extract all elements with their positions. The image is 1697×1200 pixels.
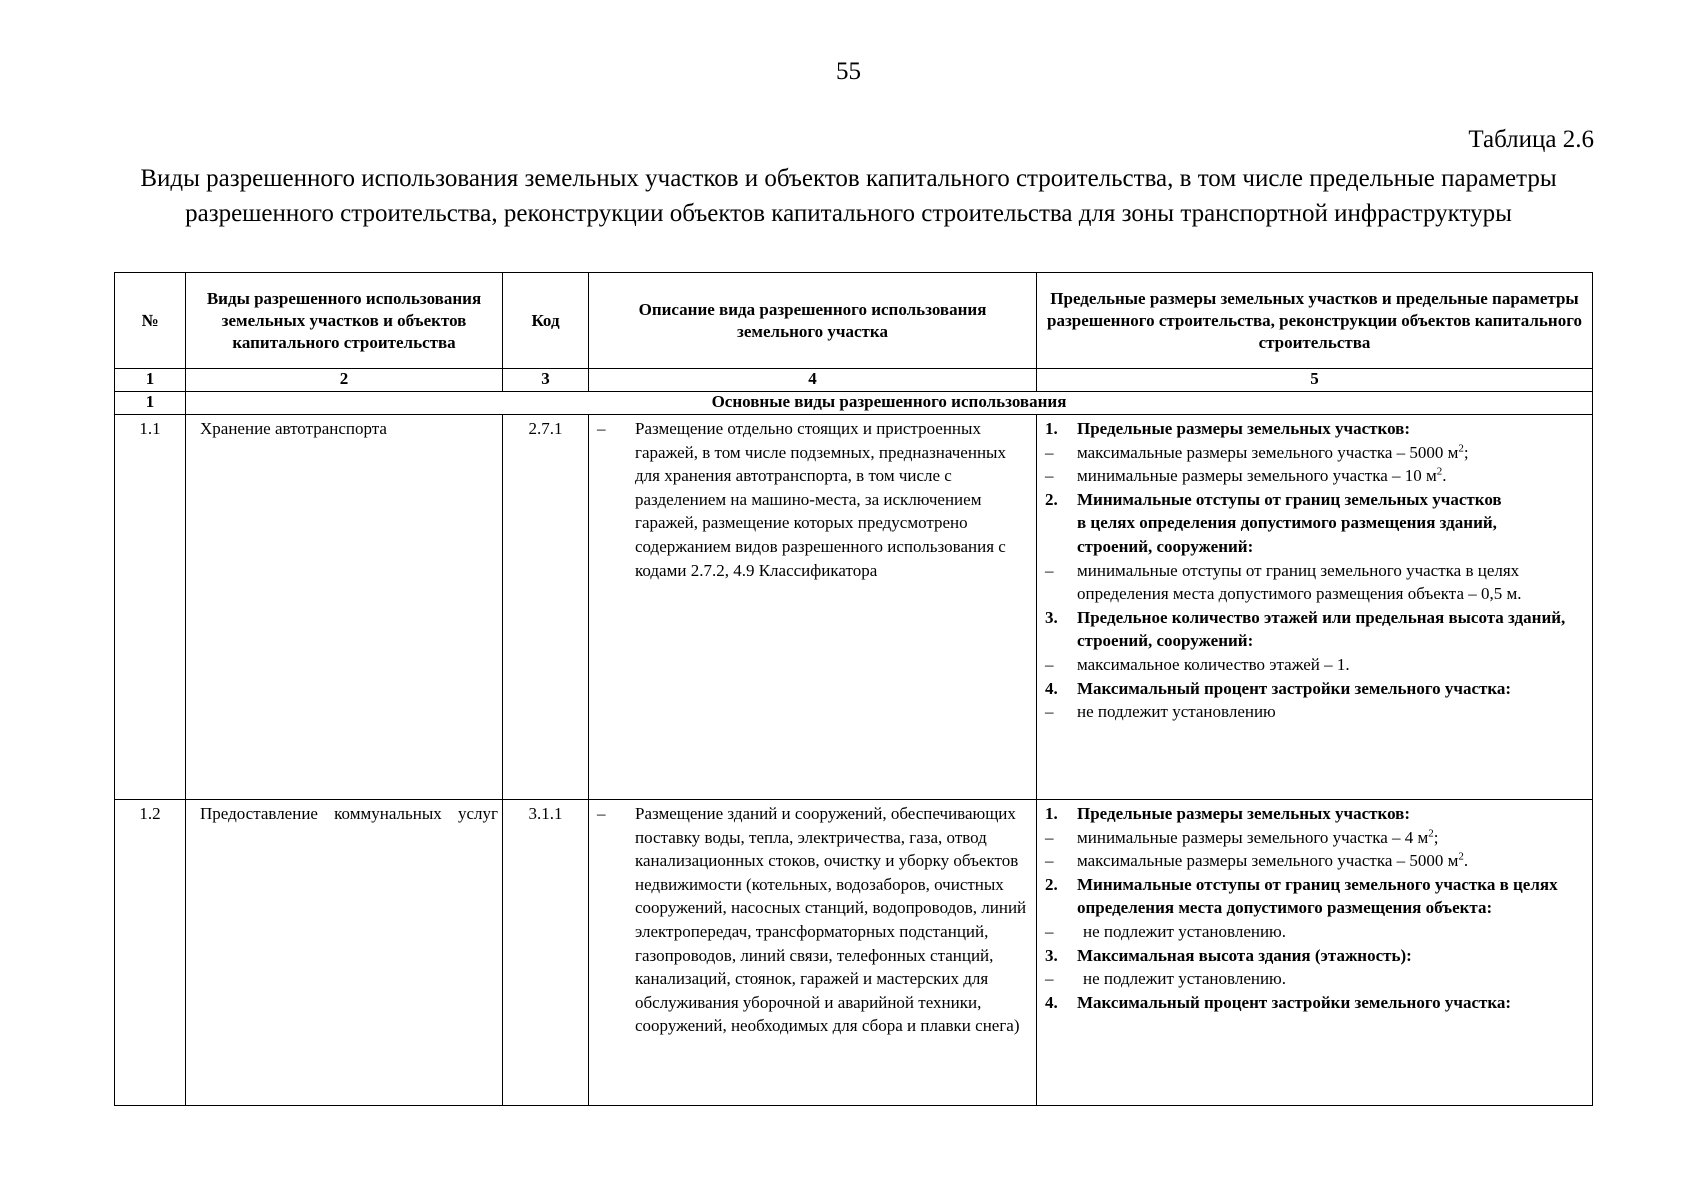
dash-bullet: – bbox=[1045, 654, 1054, 674]
dash-bullet: – bbox=[1045, 921, 1054, 941]
header-no: № bbox=[115, 273, 186, 369]
param-number: 1. bbox=[1045, 419, 1058, 438]
param-value: максимальные размеры земельного участка – 5000 $м^2$. bbox=[1077, 850, 1469, 871]
row-description bbox=[589, 800, 1037, 1106]
section-row bbox=[115, 392, 1593, 415]
table-row bbox=[115, 415, 1593, 800]
table-label: Таблица 2.6 bbox=[1468, 126, 1594, 153]
row-kind: Хранение автотранспорта bbox=[186, 415, 503, 800]
col-number: 3 bbox=[503, 369, 589, 392]
dash-bullet: – bbox=[1045, 466, 1054, 486]
header-params: Предельные размеры земельных участков и предельные параметры разрешенного строительства, реконструкции объектов капитального строительства bbox=[1037, 273, 1593, 369]
row-number: 1.2 bbox=[115, 800, 186, 1106]
header-kind: Виды разрешенного использования земельных участков и объектов капитального строительства bbox=[186, 273, 503, 369]
param-value: минимальные размеры земельного участка – 10 $м^2$. bbox=[1077, 465, 1447, 486]
param-title: Предельные размеры земельных участков: bbox=[1077, 419, 1411, 438]
param-title: Максимальная высота здания (этажность): bbox=[1077, 945, 1412, 965]
dash-bullet: – bbox=[1045, 827, 1054, 847]
dash-bullet: – bbox=[1045, 969, 1054, 989]
description-text: Размещение зданий и сооружений, обеспечивающих поставку воды, тепла, электричества, газа, отвод канализационных стоков, очистку и уборку объектов недвижимости (котельных, водозаборов, очистных сооружений, насосных станций, водопроводов, линий электропередач, трансформаторных подстанций, газопроводов, линий связи, телефонных станций, канализаций, стоянок, гаражей и мастерских для обслуживания уборочной и аварийной техники, сооружений, необходимых для сбора и плавки снега) bbox=[635, 804, 1027, 1036]
zoning-table bbox=[114, 272, 1593, 1106]
param-value: минимальные размеры земельного участка – 4 $м^2$; bbox=[1077, 826, 1439, 847]
dash-bullet: – bbox=[597, 419, 606, 438]
row-code: 3.1.1 bbox=[503, 800, 589, 1106]
param-title: Предельное количество этажей или предельная высота зданий, строений, сооружений: bbox=[1077, 607, 1566, 651]
param-number: 2. bbox=[1045, 874, 1058, 894]
param-number: 2. bbox=[1045, 489, 1058, 509]
row-kind: Предоставление коммунальных услуг bbox=[186, 800, 503, 1106]
col-number: 5 bbox=[1037, 369, 1593, 392]
row-parameters bbox=[1037, 800, 1593, 1106]
row-description bbox=[589, 415, 1037, 800]
description-text: Размещение отдельно стоящих и пристроенных гаражей, в том числе подземных, предназначенных для хранения автотранспорта, в том числе с разделением на машино-места, за исключением гаражей, размещение которых предусмотрено содержанием видов разрешенного использования с кодами 2.7.2, 4.9 Классификатора bbox=[635, 419, 1006, 580]
param-value: не подлежит установлению bbox=[1077, 702, 1276, 722]
param-title: Минимальные отступы от границ земельных участков в целях определения допустимого размещения зданий, строений, сооружений: bbox=[1077, 489, 1502, 556]
dash-bullet: – bbox=[597, 804, 606, 823]
row-parameters bbox=[1037, 415, 1593, 800]
section-number: 1 bbox=[115, 392, 186, 415]
dash-bullet: – bbox=[1045, 851, 1054, 871]
param-number: 3. bbox=[1045, 945, 1058, 965]
dash-bullet: – bbox=[1045, 702, 1054, 722]
table-header-row bbox=[115, 273, 1593, 369]
param-title: Максимальный процент застройки земельного участка: bbox=[1077, 992, 1512, 1012]
param-value: максимальные размеры земельного участка – 5000 $м^2$; bbox=[1077, 441, 1469, 462]
param-number: 3. bbox=[1045, 607, 1058, 627]
param-value: максимальное количество этажей – 1. bbox=[1077, 654, 1350, 674]
dash-bullet: – bbox=[1045, 560, 1054, 580]
header-code: Код bbox=[503, 273, 589, 369]
param-title: Минимальные отступы от границ земельного участка в целях определения места допустимого размещения объекта: bbox=[1077, 874, 1558, 918]
col-number: 1 bbox=[115, 369, 186, 392]
dash-bullet: – bbox=[1045, 442, 1054, 462]
table-row bbox=[115, 800, 1593, 1106]
row-number: 1.1 bbox=[115, 415, 186, 800]
param-value: не подлежит установлению. bbox=[1083, 921, 1287, 941]
column-numbers-row bbox=[115, 369, 1593, 392]
col-number: 4 bbox=[589, 369, 1037, 392]
col-number: 2 bbox=[186, 369, 503, 392]
param-number: 4. bbox=[1045, 992, 1058, 1012]
header-desc: Описание вида разрешенного использования земельного участка bbox=[589, 273, 1037, 369]
param-title: Максимальный процент застройки земельного участка: bbox=[1077, 678, 1512, 698]
page-number: 55 bbox=[836, 58, 861, 85]
row-code: 2.7.1 bbox=[503, 415, 589, 800]
param-number: 4. bbox=[1045, 678, 1058, 698]
table-title: Виды разрешенного использования земельных участков и объектов капитального строительства, в том числе предельные параметры разрешенного строительства, реконструкции объектов капитального строительства для зоны транспортной инфраструктуры bbox=[140, 165, 1557, 227]
section-title: Основные виды разрешенного использования bbox=[186, 392, 1593, 415]
param-title: Предельные размеры земельных участков: bbox=[1077, 804, 1411, 823]
param-value: минимальные отступы от границ земельного участка в целях определения места допустимого размещения объекта – 0,5 м. bbox=[1077, 560, 1522, 604]
param-number: 1. bbox=[1045, 804, 1058, 823]
param-value: не подлежит установлению. bbox=[1083, 969, 1287, 989]
